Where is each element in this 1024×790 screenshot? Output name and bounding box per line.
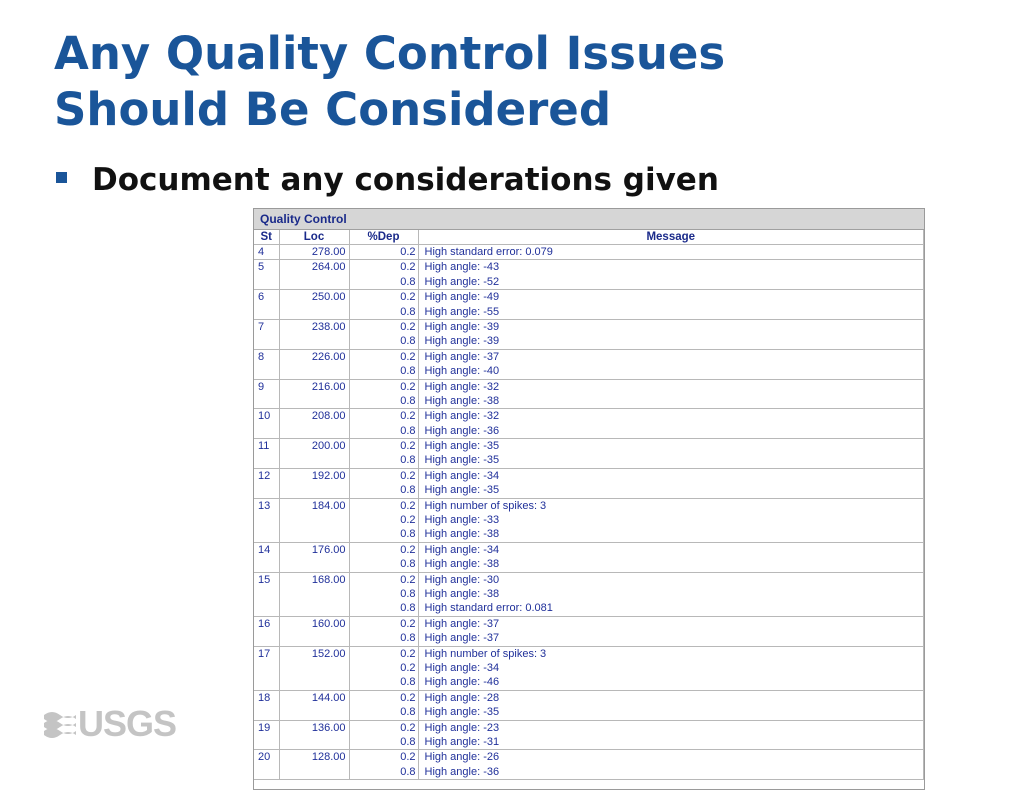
quality-control-table-body <box>254 245 924 780</box>
depth-value: 0.8 <box>400 706 416 719</box>
depth-value: 0.8 <box>400 632 416 645</box>
location-cell: 144.00 <box>279 690 349 720</box>
location-cell: 176.00 <box>279 542 349 572</box>
depth-value: 0.8 <box>400 484 416 497</box>
depth-cell <box>349 290 418 320</box>
depth-cell <box>349 690 418 720</box>
location-cell: 152.00 <box>279 646 349 690</box>
message-text: High angle: -35 <box>424 440 500 453</box>
depth-value: 0.2 <box>400 617 416 630</box>
location-cell: 136.00 <box>279 720 349 750</box>
slide-title-line-2: Should Be Considered <box>54 83 612 136</box>
message-text: High angle: -38 <box>424 394 500 407</box>
message-text: High number of spikes: 3 <box>424 647 547 660</box>
message-text: High angle: -38 <box>424 558 500 571</box>
quality-control-panel <box>253 208 925 790</box>
message-cell <box>418 750 924 780</box>
station-cell: 10 <box>254 409 279 439</box>
depth-cell <box>349 572 418 616</box>
depth-value: 0.2 <box>400 291 416 304</box>
table-row <box>254 349 924 379</box>
depth-value: 0.2 <box>400 410 416 423</box>
column-header-message: Message <box>418 230 924 245</box>
message-text: High angle: -23 <box>424 721 500 734</box>
location-cell: 184.00 <box>279 498 349 542</box>
table-row <box>254 379 924 409</box>
message-text: High angle: -33 <box>424 514 500 527</box>
message-cell <box>418 468 924 498</box>
message-text: High angle: -35 <box>424 706 500 719</box>
station-cell: 14 <box>254 542 279 572</box>
depth-value: 0.8 <box>400 335 416 348</box>
station-cell: 5 <box>254 260 279 290</box>
location-cell: 192.00 <box>279 468 349 498</box>
depth-value: 0.2 <box>400 573 416 586</box>
message-text: High angle: -49 <box>424 291 500 304</box>
location-cell: 216.00 <box>279 379 349 409</box>
depth-cell <box>349 720 418 750</box>
depth-value: 0.8 <box>400 454 416 467</box>
station-cell: 18 <box>254 690 279 720</box>
message-cell <box>418 690 924 720</box>
message-text: High angle: -34 <box>424 543 500 556</box>
location-cell: 278.00 <box>279 245 349 260</box>
message-text: High angle: -30 <box>424 573 500 586</box>
table-row <box>254 245 924 260</box>
message-cell <box>418 720 924 750</box>
station-cell: 17 <box>254 646 279 690</box>
message-cell <box>418 498 924 542</box>
station-cell: 13 <box>254 498 279 542</box>
depth-value: 0.2 <box>400 691 416 704</box>
square-bullet-icon <box>56 172 67 183</box>
location-cell: 238.00 <box>279 319 349 349</box>
depth-cell <box>349 498 418 542</box>
table-row <box>254 572 924 616</box>
depth-value: 0.8 <box>400 558 416 571</box>
message-text: High angle: -38 <box>424 528 500 541</box>
table-row <box>254 616 924 646</box>
message-text: High angle: -37 <box>424 632 500 645</box>
message-text: High angle: -36 <box>424 765 500 778</box>
depth-cell <box>349 379 418 409</box>
table-row <box>254 646 924 690</box>
depth-cell <box>349 409 418 439</box>
message-text: High angle: -39 <box>424 335 500 348</box>
message-cell <box>418 572 924 616</box>
station-cell: 6 <box>254 290 279 320</box>
depth-cell <box>349 468 418 498</box>
quality-control-caption: Quality Control <box>254 209 924 230</box>
depth-value: 0.8 <box>400 365 416 378</box>
depth-value: 0.2 <box>400 440 416 453</box>
depth-value: 0.2 <box>400 469 416 482</box>
depth-value: 0.2 <box>400 261 416 274</box>
message-text: High angle: -32 <box>424 410 500 423</box>
depth-value: 0.8 <box>400 735 416 748</box>
location-cell: 200.00 <box>279 439 349 469</box>
depth-value: 0.2 <box>400 721 416 734</box>
location-cell: 128.00 <box>279 750 349 780</box>
message-text: High angle: -38 <box>424 587 500 600</box>
depth-value: 0.8 <box>400 587 416 600</box>
table-row <box>254 690 924 720</box>
message-text: High standard error: 0.079 <box>424 246 553 258</box>
depth-cell <box>349 616 418 646</box>
table-row <box>254 468 924 498</box>
depth-value: 0.8 <box>400 394 416 407</box>
message-text: High angle: -52 <box>424 275 500 288</box>
station-cell: 9 <box>254 379 279 409</box>
depth-value: 0.2 <box>400 380 416 393</box>
depth-value: 0.8 <box>400 528 416 541</box>
message-text: High angle: -35 <box>424 454 500 467</box>
usgs-wave-logo-icon <box>42 707 76 741</box>
location-cell: 168.00 <box>279 572 349 616</box>
depth-value: 0.2 <box>400 647 416 660</box>
column-header-st: St <box>254 230 279 245</box>
station-cell: 15 <box>254 572 279 616</box>
station-cell: 4 <box>254 245 279 260</box>
depth-cell <box>349 245 418 260</box>
depth-value: 0.8 <box>400 424 416 437</box>
depth-cell <box>349 319 418 349</box>
message-text: High angle: -46 <box>424 676 500 689</box>
message-cell <box>418 439 924 469</box>
station-cell: 8 <box>254 349 279 379</box>
message-text: High angle: -28 <box>424 691 500 704</box>
depth-value: 0.2 <box>400 543 416 556</box>
message-text: High angle: -43 <box>424 261 500 274</box>
message-cell <box>418 379 924 409</box>
usgs-logo <box>42 703 177 744</box>
depth-cell <box>349 646 418 690</box>
message-text: High angle: -36 <box>424 424 500 437</box>
location-cell: 226.00 <box>279 349 349 379</box>
message-text: High angle: -40 <box>424 365 500 378</box>
message-cell <box>418 319 924 349</box>
slide-title <box>54 26 954 138</box>
message-cell <box>418 646 924 690</box>
depth-value: 0.8 <box>400 602 416 615</box>
message-cell <box>418 245 924 260</box>
station-cell: 7 <box>254 319 279 349</box>
depth-cell <box>349 349 418 379</box>
message-text: High number of spikes: 3 <box>424 499 547 512</box>
location-cell: 250.00 <box>279 290 349 320</box>
depth-value: 0.2 <box>400 661 416 674</box>
message-cell <box>418 260 924 290</box>
column-header-loc: Loc <box>279 230 349 245</box>
bullet-text: Document any considerations given <box>92 162 719 198</box>
message-text: High angle: -39 <box>424 320 500 333</box>
depth-value: 0.8 <box>400 305 416 318</box>
station-cell: 16 <box>254 616 279 646</box>
table-row <box>254 439 924 469</box>
station-cell: 11 <box>254 439 279 469</box>
column-header-dep: %Dep <box>349 230 418 245</box>
station-cell: 12 <box>254 468 279 498</box>
message-text: High standard error: 0.081 <box>424 602 553 615</box>
depth-cell <box>349 260 418 290</box>
slide-title-line-1: Any Quality Control Issues <box>54 27 726 80</box>
depth-cell <box>349 542 418 572</box>
message-text: High angle: -32 <box>424 380 500 393</box>
table-row <box>254 290 924 320</box>
usgs-logo-text: USGS <box>78 703 177 744</box>
message-cell <box>418 542 924 572</box>
message-cell <box>418 349 924 379</box>
message-cell <box>418 290 924 320</box>
table-row <box>254 498 924 542</box>
message-text: High angle: -34 <box>424 661 500 674</box>
depth-value: 0.2 <box>400 751 416 764</box>
depth-value: 0.2 <box>400 499 416 512</box>
bullet-item <box>56 160 719 200</box>
message-text: High angle: -35 <box>424 484 500 497</box>
depth-value: 0.2 <box>400 514 416 527</box>
depth-value: 0.2 <box>400 246 416 258</box>
station-cell: 19 <box>254 720 279 750</box>
depth-value: 0.8 <box>400 275 416 288</box>
message-cell <box>418 409 924 439</box>
depth-cell <box>349 439 418 469</box>
station-cell: 20 <box>254 750 279 780</box>
table-row <box>254 750 924 780</box>
location-cell: 208.00 <box>279 409 349 439</box>
table-header-row <box>254 230 924 245</box>
depth-cell <box>349 750 418 780</box>
table-row <box>254 260 924 290</box>
table-row <box>254 542 924 572</box>
message-text: High angle: -55 <box>424 305 500 318</box>
depth-value: 0.8 <box>400 676 416 689</box>
table-row <box>254 409 924 439</box>
message-text: High angle: -26 <box>424 751 500 764</box>
location-cell: 264.00 <box>279 260 349 290</box>
message-cell <box>418 616 924 646</box>
message-text: High angle: -37 <box>424 617 500 630</box>
depth-value: 0.2 <box>400 350 416 363</box>
message-text: High angle: -31 <box>424 735 500 748</box>
message-text: High angle: -37 <box>424 350 500 363</box>
message-text: High angle: -34 <box>424 469 500 482</box>
table-row <box>254 720 924 750</box>
table-row <box>254 319 924 349</box>
location-cell: 160.00 <box>279 616 349 646</box>
depth-value: 0.8 <box>400 765 416 778</box>
quality-control-table <box>254 230 924 780</box>
depth-value: 0.2 <box>400 320 416 333</box>
